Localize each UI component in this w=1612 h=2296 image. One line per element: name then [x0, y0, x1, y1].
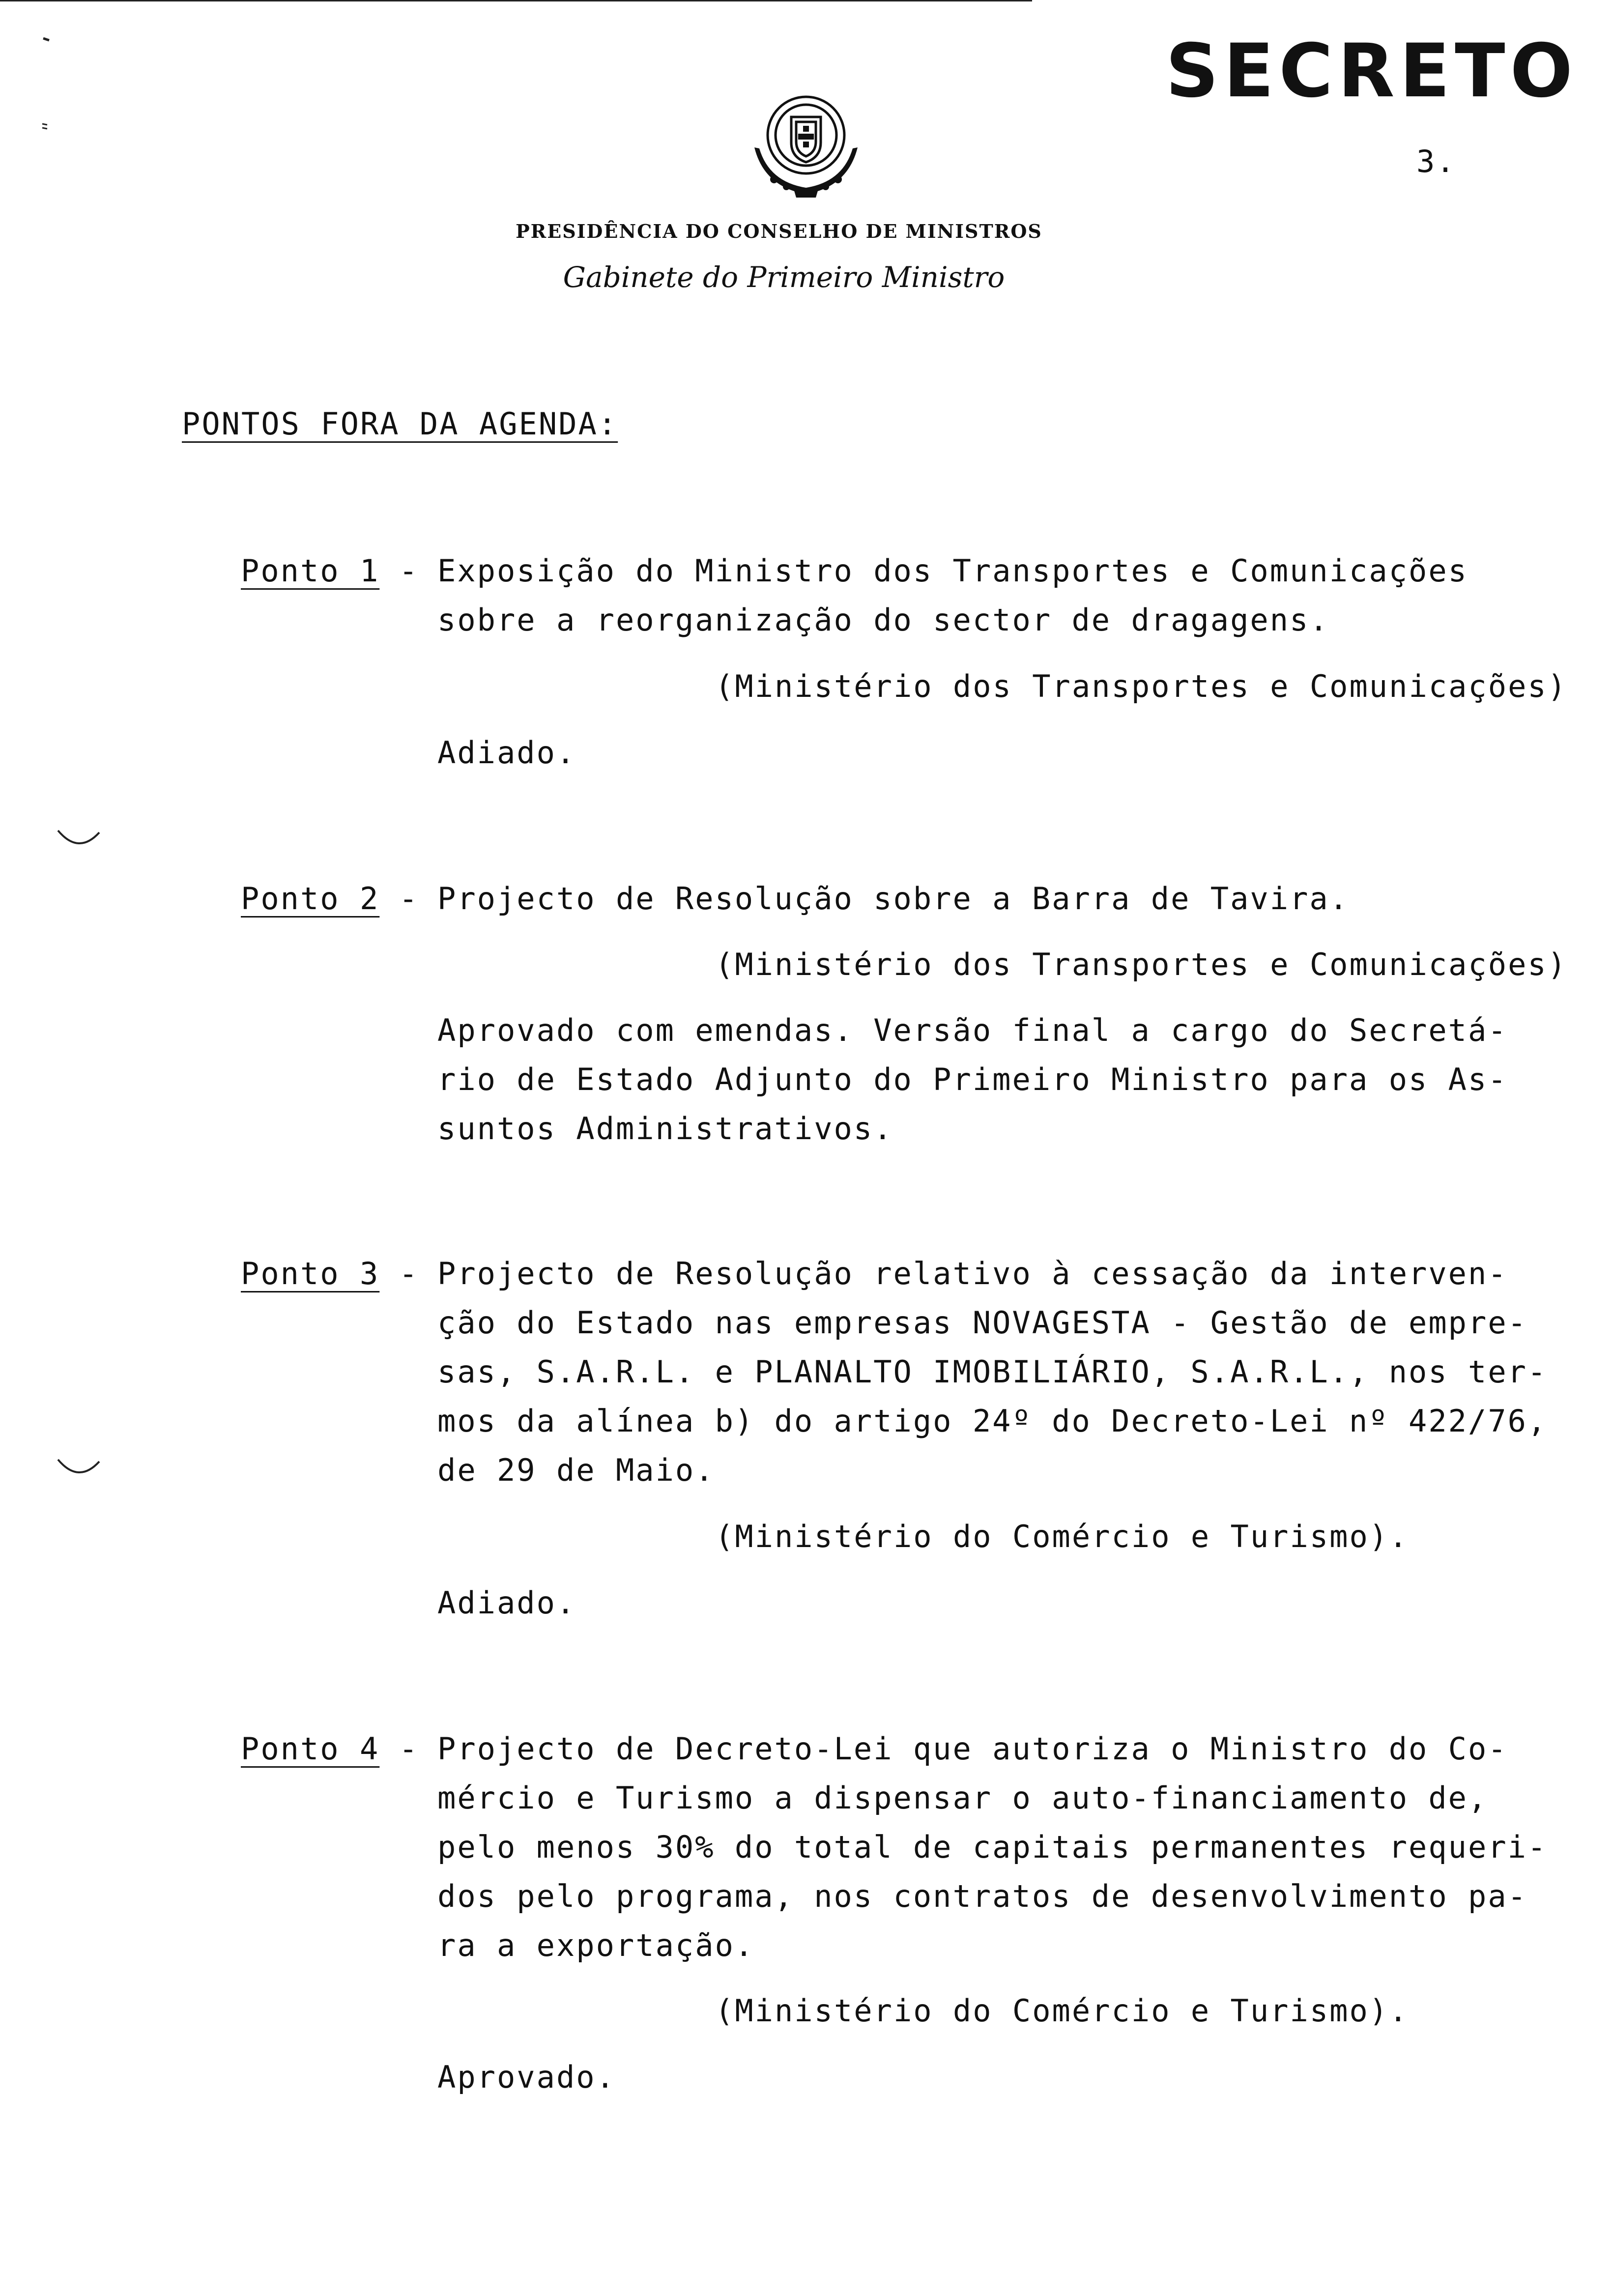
item-text-line: sobre a reorganização do sector de dragagens.	[437, 602, 1329, 638]
item-outcome: Adiado.	[437, 735, 576, 771]
coat-of-arms-icon	[745, 88, 867, 201]
item-ministry: (Ministério dos Transportes e Comunicações)	[715, 668, 1568, 704]
item-dash: -	[399, 1731, 419, 1767]
item-outcome: Adiado.	[437, 1585, 576, 1621]
item-ministry: (Ministério do Comércio e Turismo).	[715, 1519, 1409, 1554]
scan-speck-icon	[38, 118, 53, 133]
item-label: Ponto 2	[241, 881, 380, 917]
item-text-line: ção do Estado nas empresas NOVAGESTA - Gestão de empre-	[437, 1305, 1527, 1341]
item-text-line: pelo menos 30% do total de capitais permanentes requeri-	[437, 1829, 1548, 1865]
item-text-line: Projecto de Resolução sobre a Barra de Tavira.	[437, 881, 1350, 917]
item-dash: -	[399, 553, 419, 589]
cabinet-subheader: Gabinete do Primeiro Ministro	[563, 260, 1005, 294]
item-text-line: Projecto de Decreto-Lei que autoriza o Ministro do Co-	[437, 1731, 1508, 1767]
item-ministry: (Ministério dos Transportes e Comunicações)	[715, 947, 1568, 982]
item-text-line: mércio e Turismo a dispensar o auto-financiamento de,	[437, 1780, 1488, 1816]
item-ministry: (Ministério do Comércio e Turismo).	[715, 1993, 1409, 2029]
item-label: Ponto 3	[241, 1256, 380, 1292]
item-text-line: dos pelo programa, nos contratos de desenvolvimento pa-	[437, 1878, 1527, 1914]
binder-hole-mark-icon	[54, 826, 103, 855]
item-dash: -	[399, 1256, 419, 1292]
classification-stamp: SECRETO	[1165, 29, 1578, 114]
office-header: PRESIDÊNCIA DO CONSELHO DE MINISTROS	[516, 220, 1042, 242]
item-text-line: Projecto de Resolução relativo à cessação da interven-	[437, 1256, 1508, 1292]
item-outcome: Aprovado.	[437, 2059, 616, 2095]
scan-speck-icon	[39, 29, 54, 44]
item-text-line: Exposição do Ministro dos Transportes e Comunicações	[437, 553, 1468, 589]
item-text-line: de 29 de Maio.	[437, 1452, 715, 1488]
item-label: Ponto 4	[241, 1731, 380, 1767]
item-label: Ponto 1	[241, 553, 380, 589]
binder-hole-mark-icon	[54, 1455, 103, 1484]
item-text-line: mos da alínea b) do artigo 24º do Decreto-Lei nº 422/76,	[437, 1403, 1548, 1439]
page-number: 3.	[1416, 144, 1456, 179]
section-heading: PONTOS FORA DA AGENDA:	[182, 406, 618, 442]
top-rule	[0, 0, 1032, 1]
item-outcome: Aprovado com emendas. Versão final a cargo do Secretá-	[437, 1012, 1508, 1048]
item-text-line: sas, S.A.R.L. e PLANALTO IMOBILIÁRIO, S.A.R.L., nos ter-	[437, 1354, 1548, 1390]
item-outcome: rio de Estado Adjunto do Primeiro Ministro para os As-	[437, 1062, 1508, 1097]
item-dash: -	[399, 881, 419, 917]
item-outcome: suntos Administrativos.	[437, 1111, 893, 1147]
item-text-line: ra a exportação.	[437, 1927, 755, 1963]
